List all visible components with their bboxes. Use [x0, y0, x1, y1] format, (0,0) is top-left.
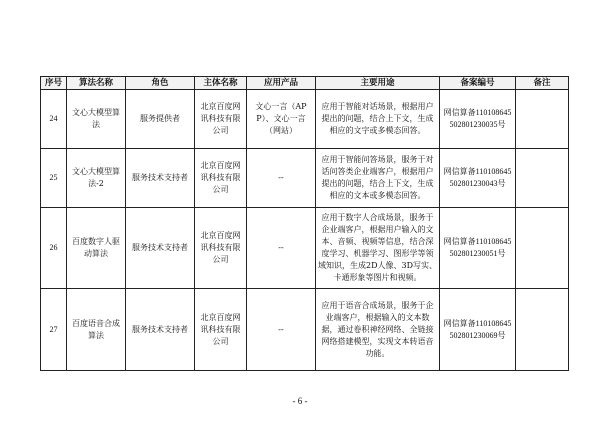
cell-filing-number: 网信算备110108645502801230069号 [440, 289, 516, 371]
page-number: - 6 - [292, 396, 308, 406]
table-row [41, 289, 569, 371]
cell-algorithm-name: 文心大模型算法-2 [67, 149, 126, 208]
header-algorithm-name: 算法名称 [67, 77, 126, 90]
cell-filing-number: 网信算备110108645502801230051号 [440, 208, 516, 289]
table-row [41, 208, 569, 289]
header-filing-number: 备案编号 [440, 77, 516, 90]
cell-algorithm-name: 文心大模型算法 [67, 90, 126, 149]
cell-algorithm-name: 百度数字人驱动算法 [67, 208, 126, 289]
header-purpose: 主要用途 [316, 77, 440, 90]
cell-purpose: 应用于语音合成场景，服务于企业端客户，根据输入的文本数据，通过卷积神经网络、全链接网络搭建模型，实现文本转语音功能。 [316, 289, 440, 371]
cell-algorithm-name: 百度语音合成算法 [67, 289, 126, 371]
header-product: 应用产品 [247, 77, 316, 90]
cell-note [516, 149, 569, 208]
cell-role: 服务技术支持者 [126, 149, 195, 208]
cell-filing-number: 网信算备110108645502801230043号 [440, 149, 516, 208]
cell-no: 26 [41, 208, 67, 289]
cell-purpose: 应用于智能对话场景，根据用户提出的问题，结合上下文，生成相应的文字或多模态回答。 [316, 90, 440, 149]
cell-no: 27 [41, 289, 67, 371]
header-row [41, 77, 569, 90]
header-no: 序号 [41, 77, 67, 90]
cell-entity: 北京百度网讯科技有限公司 [195, 90, 247, 149]
table-row [41, 149, 569, 208]
header-entity: 主体名称 [195, 77, 247, 90]
cell-product: -- [247, 149, 316, 208]
cell-entity: 北京百度网讯科技有限公司 [195, 149, 247, 208]
header-note: 备注 [516, 77, 569, 90]
cell-purpose: 应用于数字人合成场景，服务于企业端客户，根据用户输入的文本、音频、视频等信息，结合深度学习、机器学习、图形学等领域知识，生成2D人像、3D写实、卡通形象等图片和视频。 [316, 208, 440, 289]
cell-entity: 北京百度网讯科技有限公司 [195, 208, 247, 289]
cell-role: 服务技术支持者 [126, 289, 195, 371]
cell-entity: 北京百度网讯科技有限公司 [195, 289, 247, 371]
cell-role: 服务提供者 [126, 90, 195, 149]
cell-no: 25 [41, 149, 67, 208]
cell-no: 24 [41, 90, 67, 149]
cell-role: 服务技术支持者 [126, 208, 195, 289]
cell-product: -- [247, 289, 316, 371]
cell-note [516, 208, 569, 289]
table-row [41, 90, 569, 149]
cell-product: -- [247, 208, 316, 289]
cell-note [516, 90, 569, 149]
algorithm-filing-table [40, 76, 569, 371]
cell-filing-number: 网信算备110108645502801230035号 [440, 90, 516, 149]
cell-note [516, 289, 569, 371]
header-role: 角色 [126, 77, 195, 90]
cell-product: 文心一言（APP）、文心一言（网站） [247, 90, 316, 149]
cell-purpose: 应用于智能问答场景，服务于对话问答类企业端客户，根据用户提出的问题，结合上下文，生成相应的文本或多模态回答。 [316, 149, 440, 208]
